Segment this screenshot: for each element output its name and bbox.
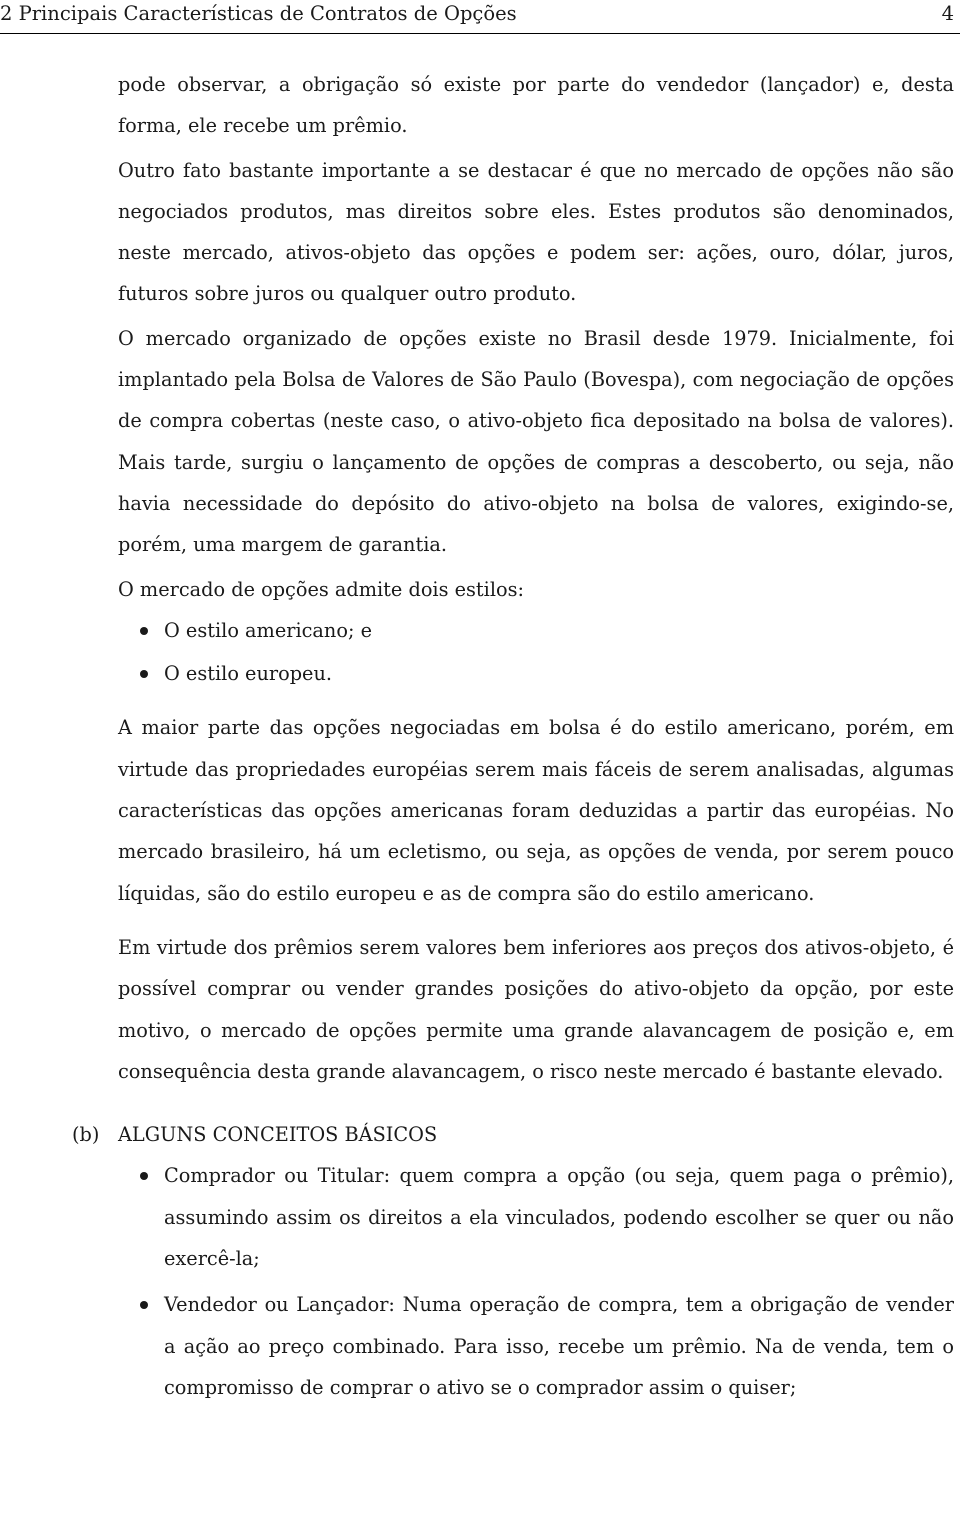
bullet-icon xyxy=(140,627,148,635)
paragraph-5: A maior parte das opções negociadas em bolsa é do estilo americano, porém, em virtude das propriedades européias serem mais fáceis de serem analisadas, algumas características das opções americanas foram deduzidas a partir das européias. No mercado brasileiro, há um ecletismo, ou seja, as opções de venda, por serem pouco líquidas, são do estilo europeu e as de compra são do estilo americano. xyxy=(118,716,954,905)
page-body xyxy=(72,64,954,1413)
paragraph-4: O mercado de opções admite dois estilos: xyxy=(118,577,524,601)
bullet-icon xyxy=(140,1301,148,1309)
list-item xyxy=(118,610,954,651)
paragraph-1: pode observar, a obrigação só existe por parte do vendedor (lançador) e, desta forma, ele recebe um prêmio. xyxy=(118,73,954,138)
concepts-list xyxy=(118,1155,954,1408)
list-item xyxy=(118,1284,954,1408)
section-b-label: (b) xyxy=(72,1123,100,1147)
page-header xyxy=(0,0,960,34)
list-item xyxy=(118,653,954,694)
paragraph-2: Outro fato bastante importante a se destacar é que no mercado de opções não são negociados produtos, mas direitos sobre eles. Estes produtos são denominados, neste mercado, ativos-objeto das opções e podem ser: ações, ouro, dólar, juros, futuros sobre juros ou qualquer outro produto. xyxy=(118,158,954,306)
list-item-text: Comprador ou Titular: quem compra a opção (ou seja, quem paga o prêmio), assumindo assim os direitos a ela vinculados, podendo escolher se quer ou não exercê-la; xyxy=(164,1164,954,1271)
paragraph-3: O mercado organizado de opções existe no Brasil desde 1979. Inicialmente, foi implantado pela Bolsa de Valores de São Paulo (Bovespa), com negociação de opções de compra cobertas (neste caso, o ativo-objeto fica depositado na bolsa de valores). Mais tarde, surgiu o lançamento de opções de compras a descoberto, ou seja, não havia necessidade do depósito do ativo-objeto na bolsa de valores, exigindo-se, porém, uma margem de garantia. xyxy=(118,326,954,557)
bullet-icon xyxy=(140,670,148,678)
section-b-title: ALGUNS CONCEITOS BÁSICOS xyxy=(118,1123,438,1147)
section-b-heading xyxy=(72,1114,954,1155)
styles-list xyxy=(118,610,954,695)
list-item-text: Vendedor ou Lançador: Numa operação de compra, tem a obrigação de vender a ação ao preço combinado. Para isso, recebe um prêmio. Na de venda, tem o compromisso de comprar o ativo se o comprador assim o quiser; xyxy=(164,1293,954,1399)
list-item-text: O estilo europeu. xyxy=(164,662,333,686)
running-title: 2 Principais Características de Contratos de Opções xyxy=(0,2,517,25)
list-item-text: O estilo americano; e xyxy=(164,618,372,642)
paragraph-6: Em virtude dos prêmios serem valores bem inferiores aos preços dos ativos-objeto, é possível comprar ou vender grandes posições do ativo-objeto da opção, por este motivo, o mercado de opções permite uma grande alavancagem de posição e, em consequência desta grande alavancagem, o risco neste mercado é bastante elevado. xyxy=(118,935,954,1083)
list-item xyxy=(118,1155,954,1279)
bullet-icon xyxy=(140,1172,148,1180)
page-number: 4 xyxy=(941,2,954,25)
